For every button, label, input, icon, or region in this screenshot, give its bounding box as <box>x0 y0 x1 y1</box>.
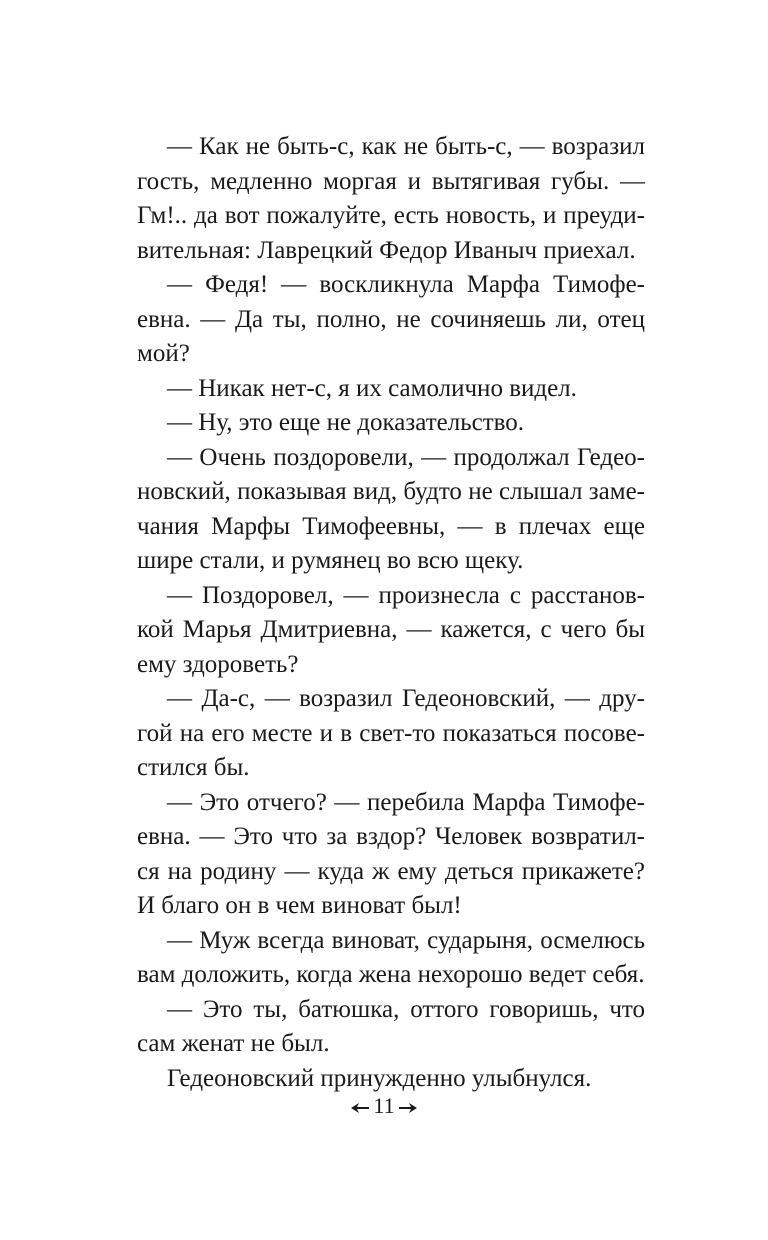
paragraph <box>107 682 645 786</box>
paragraph <box>107 268 645 372</box>
text-line: вительная: Лаврецкий Федор Иваныч приехал. <box>137 236 636 264</box>
text-line: вам доложить, когда жена нехорошо ведет себя. <box>137 961 645 988</box>
text-line: стился бы. <box>137 754 250 781</box>
paragraph <box>107 441 645 579</box>
text-line: новский, показывая вид, будто не слышал заме- <box>137 478 645 505</box>
text-line: ему здороветь? <box>137 650 299 678</box>
text-line: — Это отчего? — перебила Марфа Тимофе- <box>167 788 645 816</box>
paragraph <box>107 130 645 268</box>
text-line: — Федя! — воскликнула Марфа Тимофе- <box>167 271 645 298</box>
text-line: мой? <box>137 340 190 367</box>
text-line: евна. — Да ты, полно, не сочиняешь ли, отец <box>137 305 645 333</box>
text-line: — Очень поздоровели, — продолжал Гедео- <box>167 443 645 471</box>
text-line: — Да-с, — возразил Гедеоновский, — дру- <box>167 685 645 712</box>
text-line: Гедеоновский принужденно улыбнулся. <box>167 1064 592 1092</box>
paragraph <box>107 579 645 683</box>
paragraph <box>107 372 645 407</box>
text-line: гой на его месте и в свет-то показаться посове- <box>137 719 645 747</box>
text-line: — Это ты, батюшка, оттого говоришь, что <box>167 995 645 1023</box>
text-line: кой Марья Дмитриевна, — кажется, с чего бы <box>137 616 645 643</box>
paragraph <box>107 993 645 1062</box>
paragraph <box>107 924 645 993</box>
text-line: ся на родину — куда ж ему деться прикажете? <box>137 857 645 885</box>
text-line: И благо он в чем виноват был! <box>137 892 462 919</box>
body-text <box>107 130 645 1096</box>
page-folio <box>0 1092 768 1122</box>
text-line: чания Марфы Тимофеевны, — в плечах еще <box>137 512 645 540</box>
text-line: евна. — Это что за вздор? Человек возвратил- <box>137 823 645 850</box>
text-line: — Ну, это еще не доказательство. <box>167 409 525 436</box>
paragraph <box>107 406 645 441</box>
paragraph <box>107 786 645 924</box>
paragraph <box>107 1062 645 1097</box>
diamond-arrow-right-icon <box>399 1092 417 1120</box>
page-number: 11 <box>373 1093 395 1118</box>
text-line: Гм!.. да вот пожалуйте, есть новость, и преуди- <box>137 202 645 229</box>
text-line: — Как не быть-с, как не быть-с, — возразил <box>167 133 645 160</box>
text-line: сам женат не был. <box>137 1030 330 1057</box>
text-line: — Муж всегда виноват, сударыня, осмелюсь <box>167 926 645 954</box>
text-line: шире стали, и румянец во всю щеку. <box>137 547 524 574</box>
text-line: — Поздоровел, — произнесла с расстанов- <box>167 581 645 609</box>
text-line: гость, медленно моргая и вытягивая губы. — <box>137 167 645 195</box>
diamond-arrow-left-icon <box>351 1092 369 1120</box>
text-line: — Никак нет-с, я их самолично видел. <box>167 374 577 402</box>
